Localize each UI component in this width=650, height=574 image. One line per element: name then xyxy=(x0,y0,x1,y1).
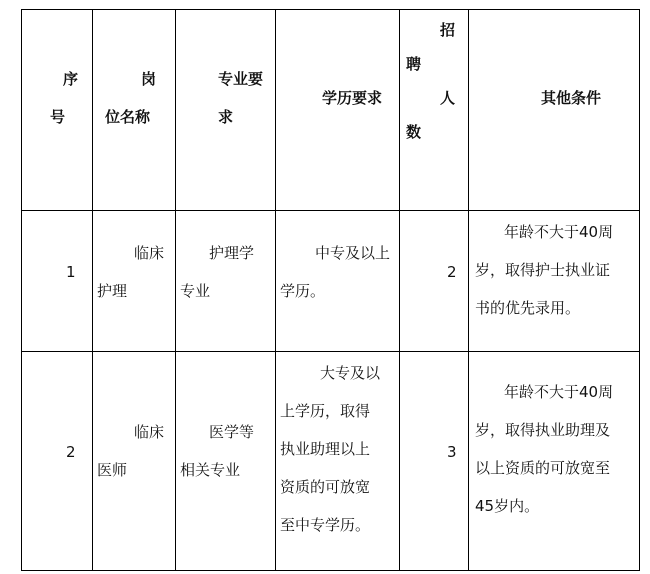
grid-line xyxy=(22,351,639,352)
header-education: 学历要求 xyxy=(322,89,383,107)
row2-education: 大专及以 上学历，取得 执业助理以上 资质的可放宽 至中专学历。 xyxy=(280,364,381,534)
row2-other: 年龄不大于40周 岁，取得执业助理及 以上资质的可放宽至 45岁内。 xyxy=(475,383,614,515)
row1-major: 护理学 专业 xyxy=(180,244,255,300)
row2-headcount: 3 xyxy=(447,443,457,461)
header-headcount: 招 聘 人 数 xyxy=(406,21,456,141)
row1-education: 中专及以上 学历。 xyxy=(280,244,391,300)
header-no: 序 号 xyxy=(50,70,79,126)
header-other-conditions: 其他条件 xyxy=(541,89,602,107)
row1-headcount: 2 xyxy=(447,263,457,281)
header-post-name: 岗 位名称 xyxy=(105,70,157,126)
row2-major: 医学等 相关专业 xyxy=(180,423,255,479)
recruitment-table xyxy=(21,9,640,571)
row1-post: 临床 护理 xyxy=(97,244,165,300)
row2-post: 临床 医师 xyxy=(97,423,165,479)
row1-no: 1 xyxy=(66,263,76,281)
row1-other: 年龄不大于40周 岁，取得护士执业证 书的优先录用。 xyxy=(475,223,614,317)
header-major: 专业要 求 xyxy=(218,70,264,126)
grid-line xyxy=(22,210,639,211)
row2-no: 2 xyxy=(66,443,76,461)
